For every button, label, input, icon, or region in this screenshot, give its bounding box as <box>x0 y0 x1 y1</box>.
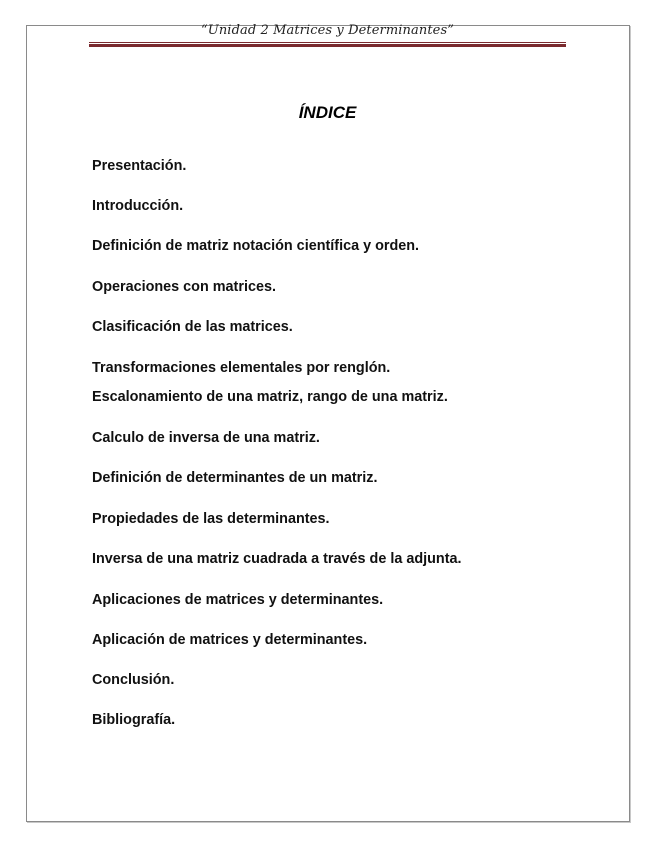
toc-item-inversa: Calculo de inversa de una matriz. <box>92 430 320 446</box>
toc-item-definicion-matriz: Definición de matriz notación científica y orden. <box>92 238 420 254</box>
toc-item-transformaciones: Transformaciones elementales por renglón. <box>92 360 391 376</box>
toc-item-propiedades: Propiedades de las determinantes. <box>92 511 330 527</box>
toc-item-bibliografia: Bibliografía. <box>92 712 176 728</box>
header-double-rule <box>89 42 566 48</box>
header-rule-thin <box>89 42 566 43</box>
toc-item-aplicaciones: Aplicaciones de matrices y determinantes. <box>92 592 384 608</box>
toc-item-operaciones: Operaciones con matrices. <box>92 279 276 295</box>
toc-item-presentacion: Presentación. <box>92 158 187 174</box>
header-rule-thick <box>89 44 566 47</box>
toc-item-escalonamiento: Escalonamiento de una matriz, rango de una matriz. <box>92 389 448 405</box>
document-page <box>26 25 630 822</box>
toc-item-clasificacion: Clasificación de las matrices. <box>92 319 293 335</box>
toc-item-definicion-determinantes: Definición de determinantes de un matriz. <box>92 470 378 486</box>
toc-item-inversa-adjunta: Inversa de una matriz cuadrada a través de la adjunta. <box>92 551 462 567</box>
toc-item-aplicacion: Aplicación de matrices y determinantes. <box>92 632 368 648</box>
toc-item-introduccion: Introducción. <box>92 198 184 214</box>
running-header-title: “Unidad 2 Matrices y Determinantes” <box>201 23 454 38</box>
index-heading: ÍNDICE <box>298 103 357 122</box>
toc-item-conclusion: Conclusión. <box>92 672 175 688</box>
